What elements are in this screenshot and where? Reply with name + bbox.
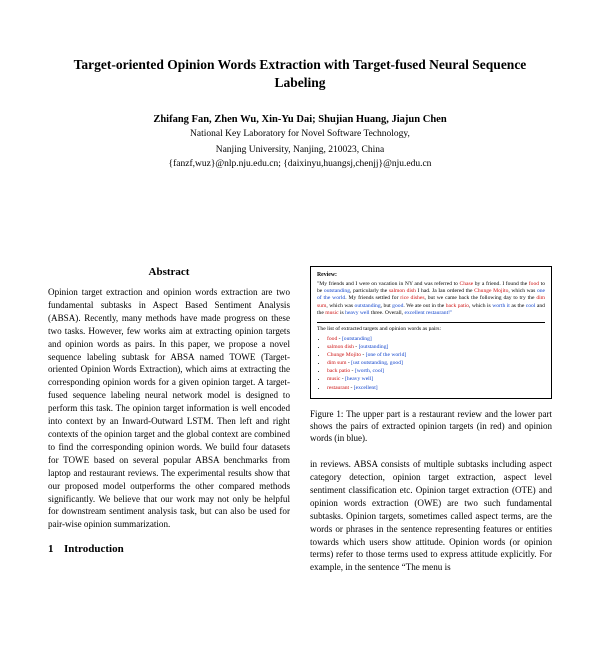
figure-pair-item [327, 351, 545, 359]
figure-review-token: , but [380, 302, 393, 309]
figure-pair-token: - [340, 376, 346, 383]
page-title: Target-oriented Opinion Words Extraction with Target-fused Neural Sequence Labeling [73, 57, 527, 91]
figure-pair-token: food [327, 335, 338, 342]
figure-review-token: , which is [468, 302, 493, 309]
figure-review-token: salmon dish [388, 288, 416, 295]
figure-pair-token: - [349, 384, 354, 391]
introduction-label: Introduction [64, 543, 124, 556]
figure-pair-item [327, 359, 545, 367]
figure-pair-item [327, 343, 545, 351]
figure-review-token: heavy well [345, 310, 370, 317]
left-column [48, 266, 290, 559]
figure-review-token: excellent restaurant!" [404, 310, 453, 317]
figure-pair-token: - [350, 368, 355, 375]
introduction-number: 1 [48, 543, 54, 556]
figure-pair-token: - [346, 360, 352, 367]
figure-review-token: . We ate out in the [403, 302, 446, 309]
figure-review-token: outstanding [354, 302, 381, 309]
figure-review-token: back patio [445, 302, 469, 309]
figure-review-token: , which was [508, 288, 537, 295]
figure-pair-token: - [337, 335, 342, 342]
figure-review-token: , which was [326, 302, 355, 309]
figure-pair-token: dim sum [327, 360, 347, 367]
right-column-paragraph: in reviews. ABSA consists of multiple subtasks including aspect category detection, opinion target extraction, aspect level sentiment classification etc. Opinion target extraction (OTE) and opinion words extraction (OWE) are two such fundamental subtasks. Opinion targets, sometimes called aspect terms, are the words or phrases in the sentence representing features or entities towards which users show attitude. Opinion words (or opinion terms) refer to those terms used to express attitude explicitly. For example, in the sentence “The menu is [310, 459, 552, 573]
right-column [310, 266, 552, 580]
figure-pair-token: [outstanding] [341, 335, 372, 342]
figure-review-text [317, 281, 545, 318]
introduction-heading [48, 543, 290, 555]
figure-review-token: and the [317, 302, 545, 317]
paper-page [0, 56, 600, 656]
figure-pair-token: [one of the world] [365, 352, 407, 359]
figure-pair-token: [heavy well] [345, 376, 374, 383]
abstract-heading: Abstract [148, 266, 190, 278]
figure-review-token: to be [317, 280, 545, 295]
figure-pair-token: - [353, 344, 359, 350]
figure-review-token: good [392, 302, 404, 309]
figure-pair-token: Chunge Mojito [327, 352, 362, 359]
figure-review-label: Review: [317, 272, 337, 278]
figure-1-caption: Figure 1: The upper part is a restaurant review and the lower part shows the pairs of extracted opinion targets (in red) and opinion words (in blue). [310, 408, 552, 443]
abstract-text: Opinion target extraction and opinion words extraction are two fundamental subtasks in Aspect Based Sentiment Analysis (ABSA). Recently, many methods have made progress on these two tasks. However, few works aim at extracting opinion targets and opinion words as pairs. In this paper, we propose a novel sequence labeling subtask for ABSA named TOWE (Target-oriented Opinion Words Extraction), which aims at extracting the corresponding opinion words for a given opinion target. A target-fused sequence labeling neural network model is designed to perform this task. The opinion target information is well encoded into context by an Inward-Outward LSTM. Then left and right contexts of the opinion target and the global context are combined to find the corresponding opinion words. We build four datasets for TOWE based on several popular ABSA benchmarks from laptop and restaurant reviews. The experimental results show that our proposed model outperforms the other compared methods significantly. We believe that our work may not only be helpful for downstream sentiment analysis task, but can also be used for pair-wise opinion summarization. [48, 287, 290, 530]
affiliation-line-2: Nanjing University, Nanjing, 210023, China [215, 145, 385, 156]
figure-review-token: by a friend. I found the [473, 280, 529, 287]
figure-review-token: cool [525, 302, 536, 309]
figure-review-token: , but we came back the following day to try the [424, 295, 537, 302]
figure-1-image [310, 266, 552, 399]
figure-review-token: worth it [492, 302, 510, 309]
figure-list-heading: The list of extracted targets and opinion words as pairs: [317, 325, 442, 332]
figure-divider [317, 322, 545, 323]
figure-review-token: food [528, 280, 540, 287]
affiliation-line-1: National Key Laboratory for Novel Software Technology, [190, 129, 410, 140]
figure-review-token: as the [509, 302, 526, 309]
figure-review-token: I had. Ja Ian ordered the [415, 288, 475, 295]
figure-pair-token: [worth, cool] [354, 368, 385, 375]
author-list: Zhifang Fan, Zhen Wu, Xin-Yu Dai; Shujian Huang, Jiajun Chen [153, 114, 447, 126]
figure-pair-token: - [361, 352, 366, 359]
figure-review-token: dim sum [317, 295, 546, 309]
figure-pair-token: [ust outstanding, good] [351, 360, 403, 367]
figure-review-token: one of the world [317, 288, 546, 302]
figure-pair-token: back patio [327, 368, 351, 375]
author-emails: {fanzf,wuz}@nlp.nju.edu.cn; {daixinyu,huangsj,chenjj}@nju.edu.cn [168, 159, 432, 170]
two-column-body [0, 266, 600, 656]
figure-review-token: is [338, 310, 346, 317]
figure-pair-token: salmon dish [327, 344, 354, 350]
figure-pair-token: music [327, 376, 341, 383]
figure-pair-item [327, 367, 545, 375]
figure-pair-token: restaurant [327, 384, 350, 391]
figure-review-token: "My friends and I were on vacation in NY and was referred to [317, 280, 460, 287]
figure-pair-item [327, 335, 545, 343]
figure-review-token: . My friends settled for [345, 295, 401, 302]
figure-review-token: Chunge Mojito [474, 288, 509, 295]
figure-review-token: music [325, 310, 339, 317]
figure-pair-item [327, 384, 545, 392]
figure-review-token: rice dishes [400, 295, 425, 302]
figure-pair-token: [outstanding] [358, 344, 389, 350]
figure-review-token: Chase [459, 280, 474, 287]
figure-review-token: , particularly the [350, 288, 389, 295]
figure-pair-item [327, 375, 545, 383]
figure-review-token: outstanding [323, 288, 350, 295]
figure-pair-token: [excellent] [353, 384, 378, 391]
figure-pair-list [317, 335, 545, 392]
figure-review-token: three. Overall, [369, 310, 405, 317]
